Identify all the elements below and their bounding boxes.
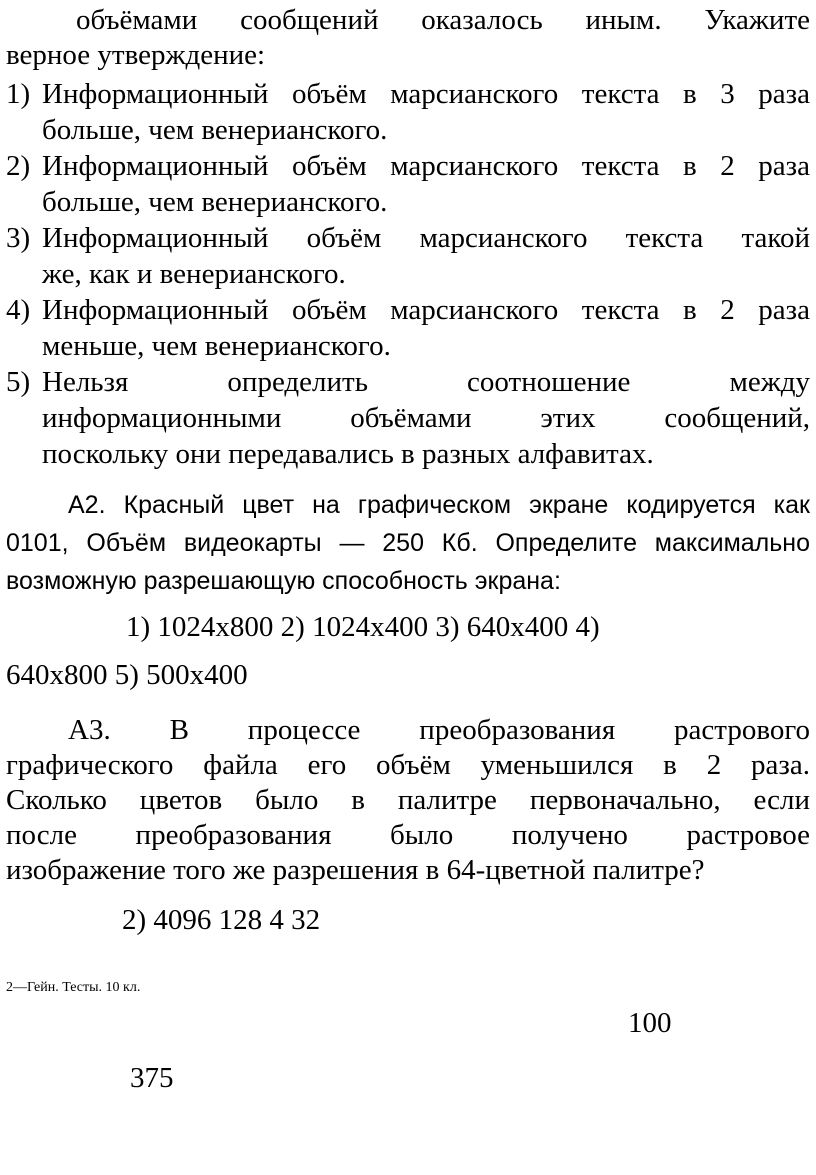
footer-number-left: 375: [130, 1062, 174, 1094]
option-1: [6, 76, 810, 148]
option-5: [6, 364, 810, 472]
option-4: [6, 292, 810, 364]
option-text-line-2: информационными объёмами этих сообщений,: [42, 402, 810, 434]
a2-answers-line-2: 640x800 5) 500x400: [6, 659, 248, 691]
a3-line-2: графического файла его объём уменьшился в 2 раза.: [6, 749, 810, 781]
option-number: 1): [6, 78, 31, 110]
a3-line-5: изображение того же разрешения в 64-цветной палитре?: [6, 854, 705, 886]
option-text-line-2: меньше, чем венерианского.: [42, 330, 391, 362]
option-text-line-1: Информационный объём марсианского текста в 2 раза: [42, 294, 810, 326]
intro-line-2: верное утверждение:: [6, 39, 266, 71]
footer-note: 2—Гейн. Тесты. 10 кл.: [6, 980, 141, 995]
a2-line-2: 0101, Объём видеокарты — 250 Кб. Определите максимально: [6, 529, 810, 557]
a2-line-1: А2. Красный цвет на графическом экране кодируется как: [68, 491, 810, 519]
intro-line-1: объёмами сообщений оказалось иным. Укажите: [76, 4, 810, 36]
a2-line-3: возможную разрешающую способность экрана:: [6, 567, 561, 595]
option-2: [6, 148, 810, 220]
a3-answers: 2) 4096 128 4 32: [122, 904, 321, 936]
option-text-line-2: больше, чем венерианского.: [42, 114, 388, 146]
option-text-line-1: Информационный объём марсианского текста в 2 раза: [42, 150, 810, 182]
a3-line-4: после преобразования было получено растровое: [6, 819, 810, 851]
option-text-line-2: больше, чем венерианского.: [42, 186, 388, 218]
a2-answers-line-1: 1) 1024x800 2) 1024x400 3) 640x400 4): [126, 611, 600, 643]
option-number: 4): [6, 294, 31, 326]
option-text-line-1: Информационный объём марсианского текста такой: [42, 222, 810, 254]
a3-line-1: А3. В процессе преобразования растрового: [68, 714, 810, 746]
option-text-line-3: поскольку они передавались в разных алфавитах.: [42, 438, 654, 470]
option-3: [6, 220, 810, 292]
a3-line-3: Сколько цветов было в палитре первоначально, если: [6, 784, 810, 816]
option-text-line-1: Нельзя определить соотношение между: [42, 366, 810, 398]
option-number: 2): [6, 150, 31, 182]
option-number: 3): [6, 222, 31, 254]
option-number: 5): [6, 366, 31, 398]
option-text-line-1: Информационный объём марсианского текста в 3 раза: [42, 78, 810, 110]
option-text-line-2: же, как и венерианского.: [42, 258, 346, 290]
footer-number-right: 100: [628, 1007, 672, 1039]
